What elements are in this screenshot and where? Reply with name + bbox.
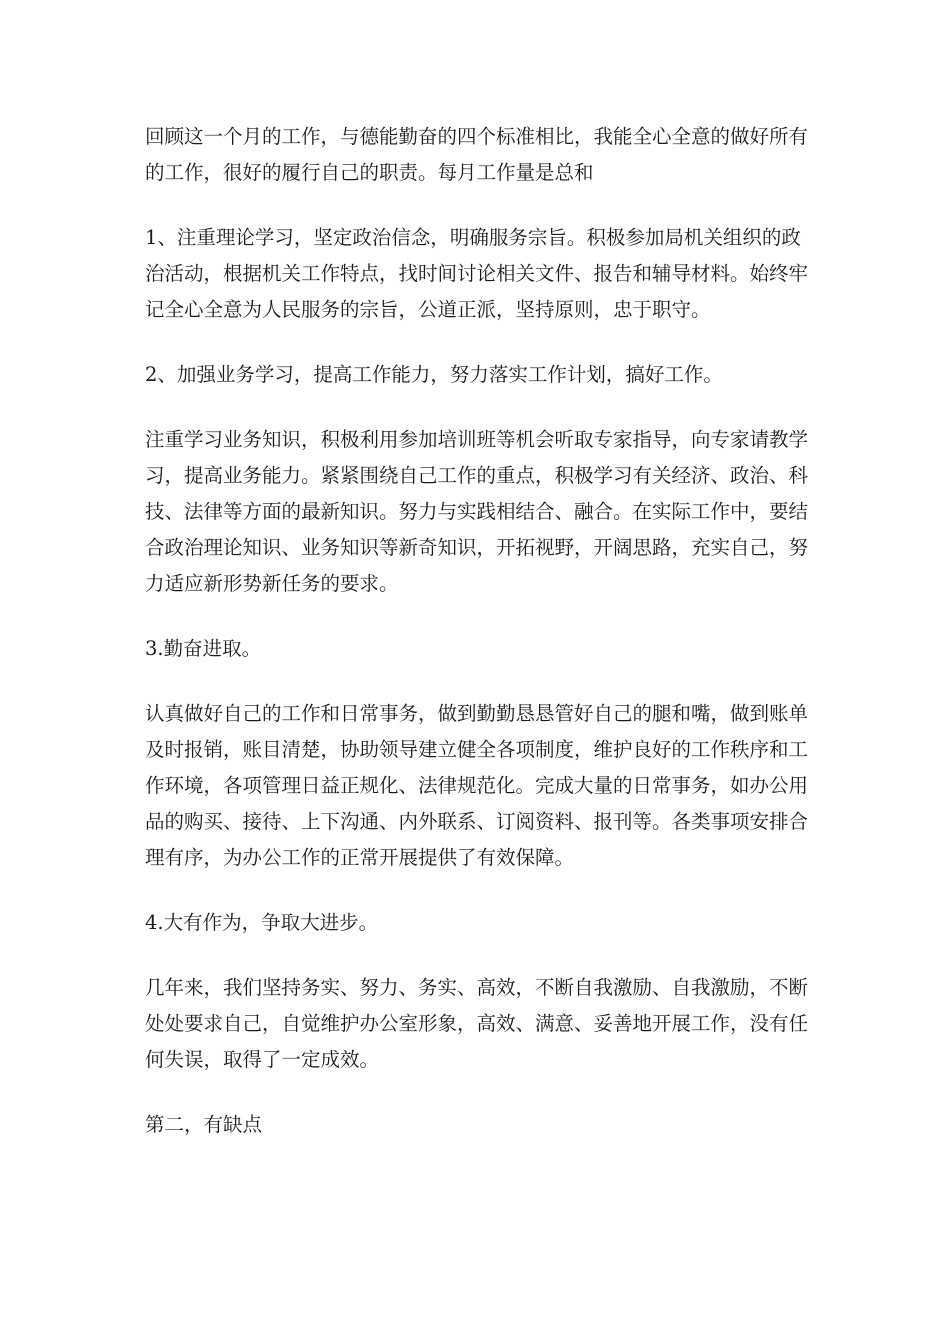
paragraph-item-3-body: 认真做好自己的工作和日常事务，做到勤勤恳恳管好自己的腿和嘴，做到账单及时报销，账目清楚，协助领导建立健全各项制度，维护良好的工作秩序和工作环境，各项管理日益正规化、法律规范化。完成大量的日常事务，如办公用品的购买、接待、上下沟通、内外联系、订阅资料、报刊等。各类事项安排合理有序，为办公工作的正常开展提供了有效保障。 — [145, 702, 809, 869]
paragraph-section-2-heading: 第二，有缺点 — [145, 1113, 263, 1136]
paragraph-item-2-heading: 2、加强业务学习，提高工作能力，努力落实工作计划，搞好工作。 — [145, 363, 723, 386]
paragraph-item-4-heading: 4.大有作为，争取大进步。 — [145, 911, 379, 934]
paragraph-item-3-heading: 3.勤奋进取。 — [145, 637, 262, 660]
paragraph-item-1: 1、注重理论学习，坚定政治信念，明确服务宗旨。积极参加局机关组织的政治活动，根据机关工作特点，找时间讨论相关文件、报告和辅导材料。始终牢记全心全意为人民服务的宗旨，公道正派，坚持原则，忠于职守。 — [145, 226, 809, 321]
paragraph-review: 回顾这一个月的工作，与德能勤奋的四个标准相比，我能全心全意的做好所有的工作，很好的履行自己的职责。每月工作量是总和 — [145, 125, 809, 184]
paragraph-item-2-body: 注重学习业务知识，积极利用参加培训班等机会听取专家指导，向专家请教学习，提高业务能力。紧紧围绕自己工作的重点，积极学习有关经济、政治、科技、法律等方面的最新知识。努力与实践相结合、融合。在实际工作中，要结合政治理论知识、业务知识等新奇知识，开拓视野，开阔思路，充实自己，努力适应新形势新任务的要求。 — [145, 428, 809, 595]
paragraph-item-4-body: 几年来，我们坚持务实、努力、务实、高效，不断自我激励、自我激励，不断处处要求自己，自觉维护办公室形象，高效、满意、妥善地开展工作，没有任何失误，取得了一定成效。 — [145, 976, 809, 1071]
document-body — [145, 119, 813, 1172]
